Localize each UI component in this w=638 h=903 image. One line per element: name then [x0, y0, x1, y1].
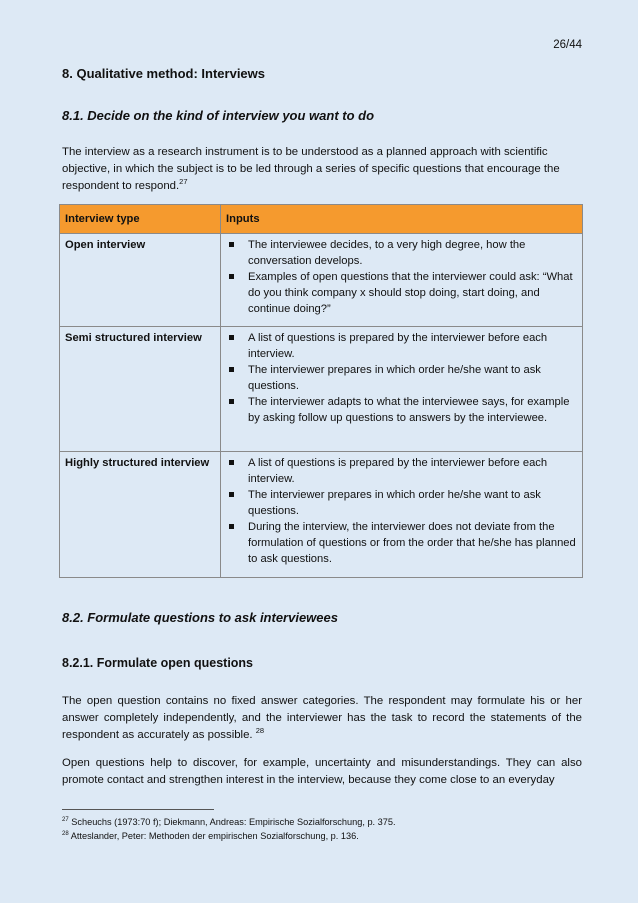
- page-number: 26/44: [553, 39, 582, 51]
- footnote-text: Scheuchs (1973:70 f); Diekmann, Andreas: Empirische Sozialforschung, p. 375.: [71, 817, 396, 827]
- open-question-paragraph-text: The open question contains no fixed answer categories. The respondent may formulate his or her answer completely independently, and the interviewer has the task to record the statements of the respondent as accurately as possible.: [62, 695, 582, 742]
- inputs-cell: [221, 327, 583, 452]
- subsection-title-8-1: 8.1. Decide on the kind of interview you want to do: [62, 108, 375, 123]
- list-item: A list of questions is prepared by the interviewer before each interview.: [226, 455, 577, 487]
- list-item: A list of questions is prepared by the interviewer before each interview.: [226, 330, 577, 362]
- inputs-list: [226, 237, 577, 317]
- intro-paragraph-text: The interview as a research instrument is to be understood as a planned approach with scientific objective, in which the subject is to be led through a series of specific questions that encourage the respondent to respond.: [62, 146, 560, 193]
- table-header-inputs: Inputs: [221, 205, 583, 234]
- table-header-row: [60, 205, 583, 234]
- footnote-ref-27: 27: [179, 177, 188, 187]
- table-row: [60, 327, 583, 452]
- inputs-cell: [221, 452, 583, 578]
- table-row: [60, 452, 583, 578]
- footnote-27: [62, 817, 396, 827]
- table-row: [60, 234, 583, 327]
- list-item: The interviewer prepares in which order he/she want to ask questions.: [226, 487, 577, 519]
- list-item: The interviewer prepares in which order he/she want to ask questions.: [226, 362, 577, 394]
- interview-type-cell: Open interview: [60, 234, 221, 327]
- list-item: During the interview, the interviewer does not deviate from the formulation of questions or from the order that he/she has planned to ask questions.: [226, 519, 577, 567]
- footnote-divider: [62, 809, 214, 810]
- interview-type-cell: Highly structured interview: [60, 452, 221, 578]
- interview-types-table: [59, 204, 583, 578]
- subsubsection-title-8-2-1: 8.2.1. Formulate open questions: [62, 656, 254, 670]
- inputs-list: [226, 455, 577, 567]
- section-title: 8. Qualitative method: Interviews: [62, 66, 265, 81]
- footnote-28: [62, 831, 359, 841]
- open-question-paragraph: [62, 693, 582, 745]
- footnote-number: 28: [62, 830, 69, 837]
- inputs-list: [226, 330, 577, 426]
- subsection-title-8-2: 8.2. Formulate questions to ask interviewees: [62, 610, 338, 625]
- interview-type-cell: Semi structured interview: [60, 327, 221, 452]
- open-question-benefits-paragraph: Open questions help to discover, for example, uncertainty and misunderstandings. They can also promote contact and strengthen interest in the interview, because they come close to an everyday: [62, 757, 582, 787]
- table-header-type: Interview type: [60, 205, 221, 234]
- list-item: The interviewer adapts to what the interviewee says, for example by asking follow up questions to answers by the interviewee.: [226, 394, 577, 426]
- inputs-cell: [221, 234, 583, 327]
- list-item: Examples of open questions that the interviewer could ask: “What do you think company x should stop doing, start doing, and continue doing?”: [226, 269, 577, 317]
- footnote-ref-28: 28: [255, 726, 265, 736]
- list-item: The interviewee decides, to a very high degree, how the conversation develops.: [226, 237, 577, 269]
- intro-paragraph: [62, 144, 582, 196]
- footnote-text: Atteslander, Peter: Methoden der empirischen Sozialforschung, p. 136.: [70, 831, 359, 841]
- footnote-number: 27: [62, 816, 69, 823]
